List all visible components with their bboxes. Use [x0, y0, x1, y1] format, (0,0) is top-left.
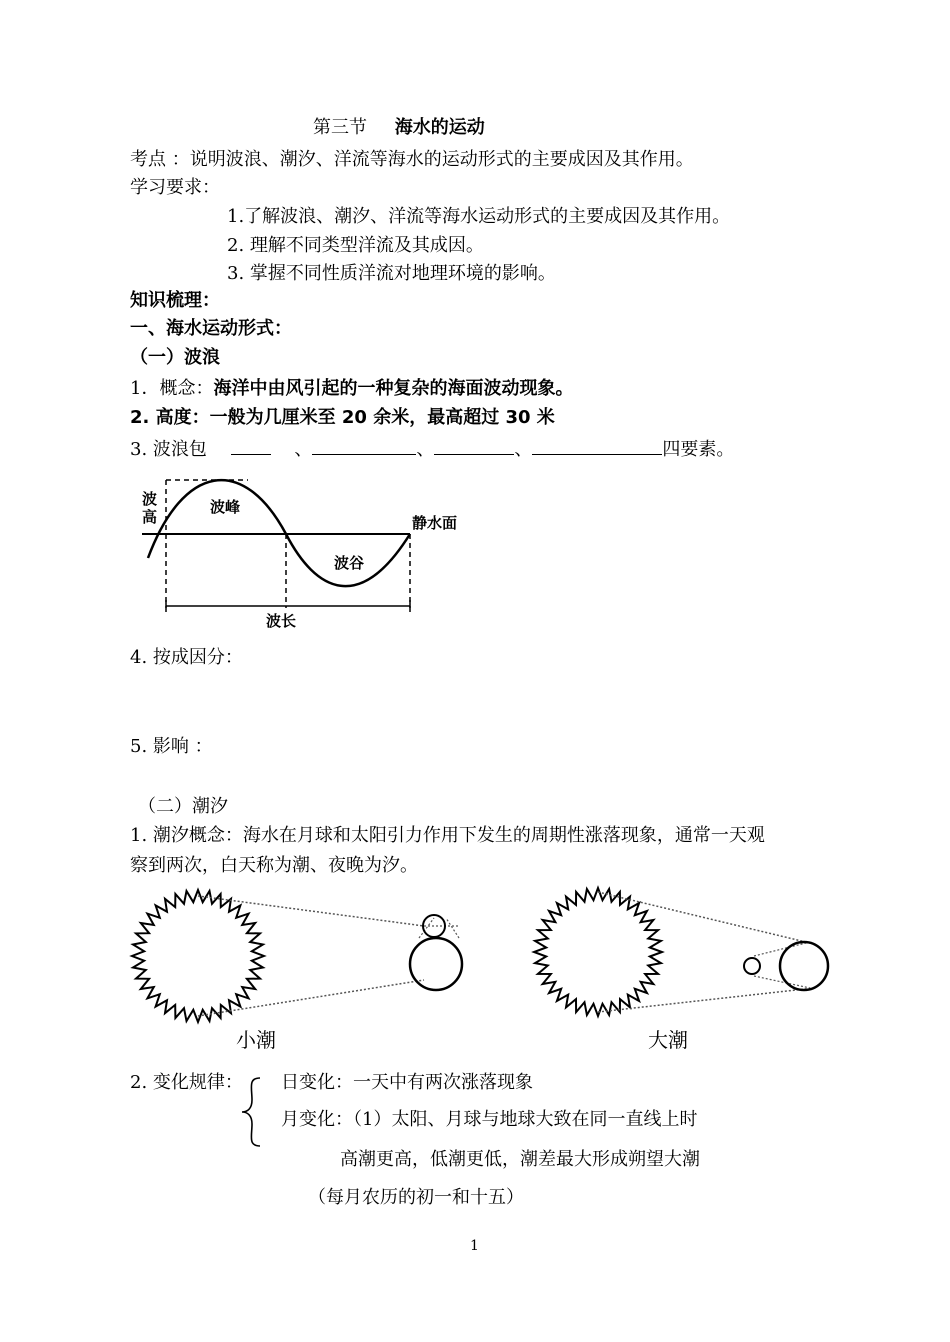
blank-3[interactable] — [434, 436, 514, 455]
spring-top-dotted — [598, 892, 814, 944]
neap-figure — [132, 890, 462, 1052]
label-wave-height-2: 高 — [142, 508, 158, 526]
wave-elements-suffix: 四要素。 — [662, 439, 735, 460]
page-title — [313, 116, 485, 140]
moon-icon — [744, 958, 760, 974]
tide-diagram — [128, 884, 838, 1056]
sep-1: 、 — [294, 439, 313, 460]
spring-figure — [534, 888, 828, 1052]
blank-4[interactable] — [532, 436, 662, 455]
daily-change: 日变化：一天中有两次涨落现象 — [281, 1072, 533, 1093]
tide-concept-1: 1. 潮汐概念：海水在月球和太阳引力作用下发生的周期性涨落现象，通常一天观 — [130, 825, 765, 846]
wave-heading: （一）波浪 — [130, 347, 220, 368]
label-trough: 波谷 — [334, 554, 365, 572]
wave-cause: 4. 按成因分： — [130, 647, 243, 668]
earth-icon — [410, 938, 462, 990]
label-wavelength: 波长 — [266, 612, 297, 630]
requirement-1: 1.了解波浪、潮汐、洋流等海水运动形式的主要成因及其作用。 — [227, 206, 731, 227]
requirements-label: 学习要求： — [130, 177, 220, 198]
kaodian-line: 考点 ：说明波浪、潮汐、洋流等海水的运动形式的主要成因及其作用。 — [130, 149, 694, 170]
sep-2: 、 — [416, 439, 435, 460]
wave-concept — [130, 377, 573, 401]
label-crest: 波峰 — [210, 498, 241, 516]
knowledge-label: 知识梳理： — [130, 290, 220, 311]
blank-2[interactable] — [312, 436, 416, 455]
monthly-note: （每月农历的初一和十五） — [308, 1187, 524, 1208]
change-label: 2. 变化规律： — [130, 1072, 243, 1093]
tide-heading: （二）潮汐 — [138, 796, 228, 817]
title-name: 海水的运动 — [394, 117, 485, 138]
wave-concept-text: 海洋中由风引起的一种复杂的海面波动现象。 — [213, 378, 574, 399]
requirement-2: 2. 理解不同类型洋流及其成因。 — [227, 235, 484, 256]
blank-1[interactable] — [231, 436, 271, 455]
wave-elements-line — [130, 436, 734, 462]
requirement-3: 3. 掌握不同性质洋流对地理环境的影响。 — [227, 263, 556, 284]
moon-tangent-right — [446, 918, 459, 938]
wave-height-line: 2. 高度：一般为几厘米至 20 余米，最高超过 30 米 — [130, 407, 555, 428]
neap-bottom-dotted — [198, 980, 424, 1016]
label-spring: 大潮 — [648, 1028, 688, 1052]
wave-concept-label: 1．概念： — [130, 378, 214, 399]
page-number: 1 — [470, 1238, 479, 1254]
wave-impact: 5. 影响 ： — [130, 736, 213, 757]
wave-diagram — [138, 474, 478, 634]
label-wave-height-1: 波 — [142, 490, 158, 508]
sun-icon — [534, 888, 662, 1016]
spring-bottom-dotted — [598, 988, 814, 1012]
label-neap: 小潮 — [236, 1028, 276, 1052]
brace-icon — [238, 1074, 266, 1150]
sun-icon — [132, 890, 264, 1022]
part1-heading: 一、海水运动形式： — [130, 318, 292, 339]
sep-3: 、 — [514, 439, 533, 460]
monthly-change-cont: 高潮更高，低潮更低，潮差最大形成朔望大潮 — [340, 1149, 700, 1170]
tide-concept-2: 察到两次，白天称为潮、夜晚为汐。 — [130, 855, 418, 876]
title-section: 第三节 — [313, 117, 367, 138]
wave-elements-prefix: 3. 波浪包 — [130, 439, 207, 460]
earth-icon — [780, 942, 828, 990]
label-still-water: 静水面 — [412, 514, 458, 532]
monthly-change: 月变化：（1）太阳、月球与地球大致在同一直线上时 — [281, 1109, 698, 1130]
